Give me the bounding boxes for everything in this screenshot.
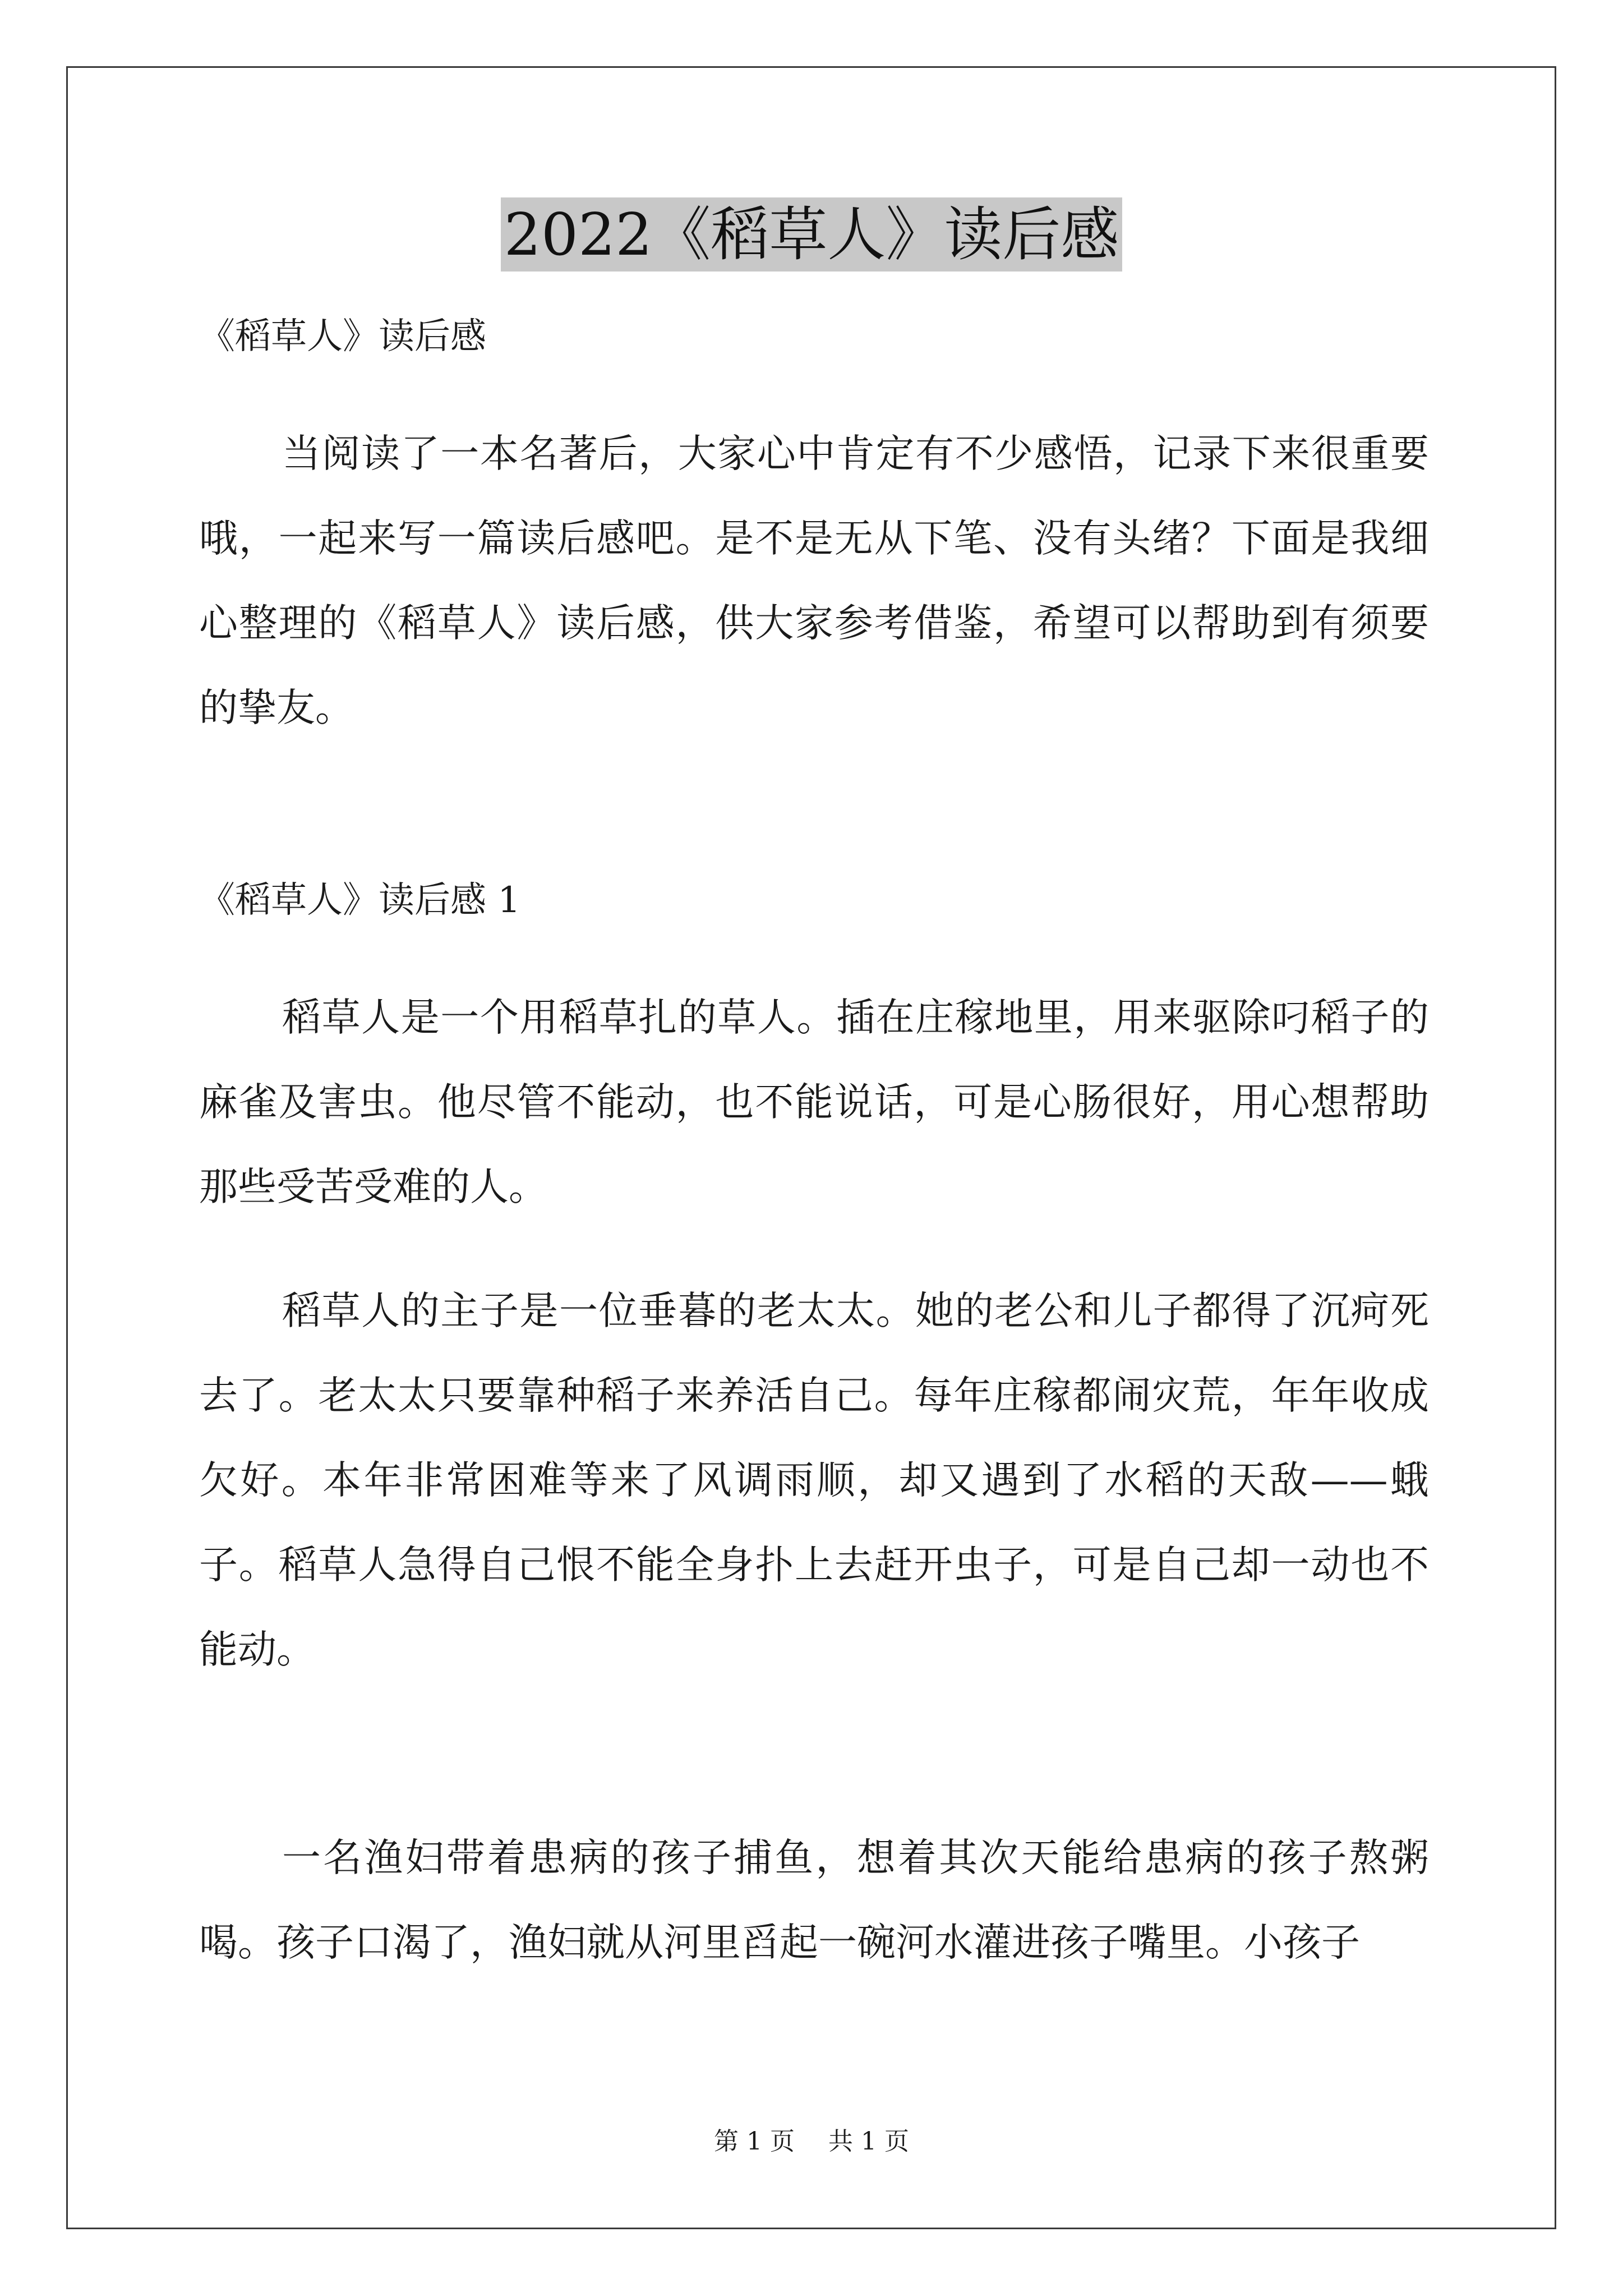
intro-paragraph: 当阅读了一本名著后，大家心中肯定有不少感悟，记录下来很重要哦，一起来写一篇读后感吧。是不是无从下笔、没有头绪？下面是我细心整理的《稻草人》读后感，供大家参考借鉴，希望可以帮助到有须要的挚友。 (199, 431, 1429, 730)
page-number: 第 1 页 (714, 2127, 795, 2156)
section-heading: 《稻草人》读后感 1 (199, 880, 521, 921)
page-total: 共 1 页 (828, 2127, 909, 2156)
intro-heading: 《稻草人》读后感 (199, 316, 486, 357)
page-footer (0, 2126, 1623, 2157)
title-container (0, 197, 1623, 272)
body-paragraph: 一名渔妇带着患病的孩子捕鱼，想着其次天能给患病的孩子熬粥喝。孩子口渴了，渔妇就从河里舀起一碗河水灌进孩子嘴里。小孩子 (199, 1835, 1429, 1965)
body-paragraph: 稻草人是一个用稻草扎的草人。插在庄稼地里，用来驱除叼稻子的麻雀及害虫。他尽管不能动，也不能说话，可是心肠很好，用心想帮助那些受苦受难的人。 (199, 995, 1429, 1209)
document-title: 2022《稻草人》读后感 (501, 197, 1123, 272)
body-paragraph: 稻草人的主子是一位垂暮的老太太。她的老公和儿子都得了沉疴死去了。老太太只要靠种稻子来养活自己。每年庄稼都闹灾荒，年年收成欠好。本年非常困难等来了风调雨顺，却又遇到了水稻的天敌——蛾子。稻草人急得自己恨不能全身扑上去赶开虫子，可是自己却一动也不能动。 (199, 1289, 1429, 1672)
